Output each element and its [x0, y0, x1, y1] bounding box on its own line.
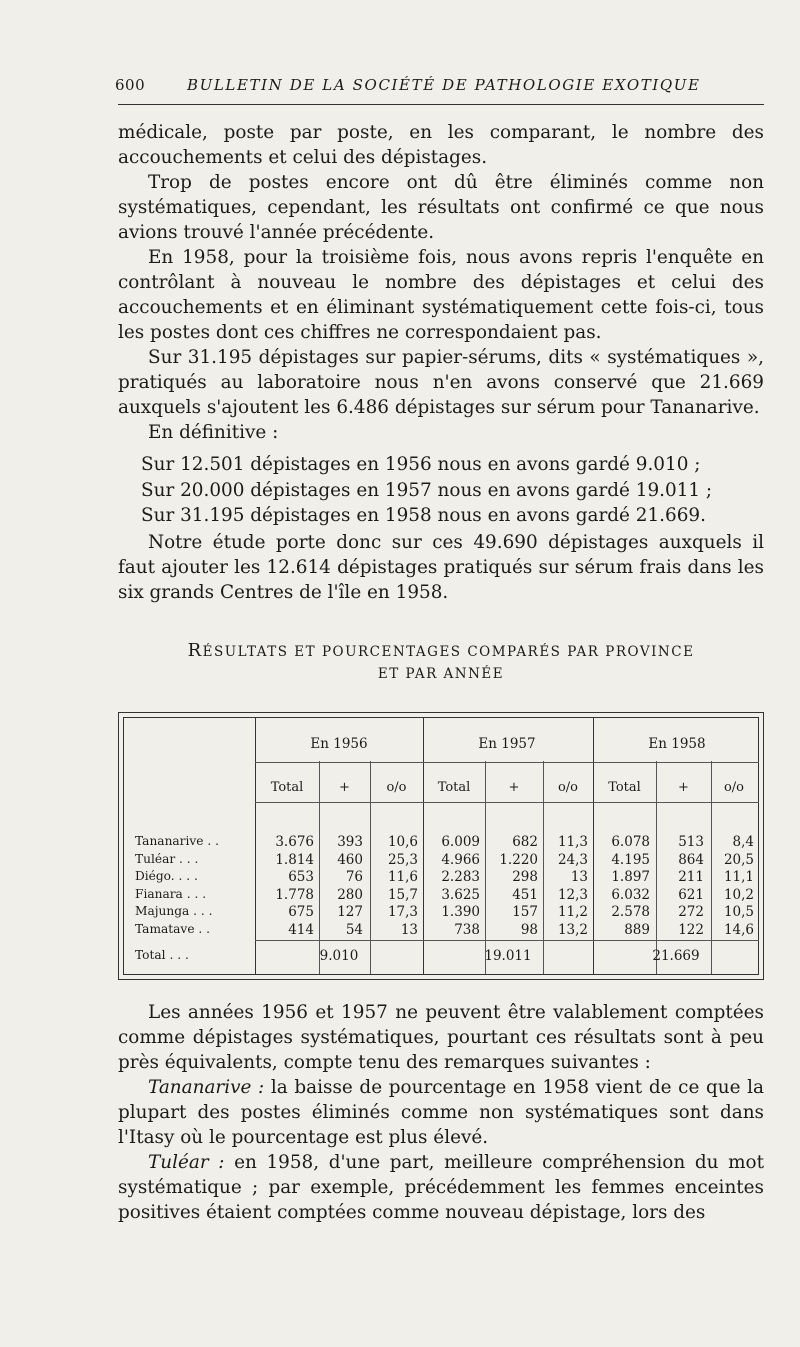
table-cell: 1.778	[275, 886, 314, 903]
table-cell: 98	[520, 921, 538, 938]
col-header-positive: +	[508, 780, 520, 795]
table-cell: 460	[337, 851, 363, 868]
table-cell: 621	[678, 886, 704, 903]
retained-screenings-list	[141, 452, 712, 529]
table-cell: 675	[288, 904, 314, 920]
total-label: Total . . .	[135, 948, 189, 962]
table-caption-line-2: ET PAR ANNÉE	[377, 666, 505, 682]
table-cell: 13,2	[557, 921, 588, 938]
table-cell: 1.220	[499, 851, 538, 868]
table-cell: 414	[288, 921, 314, 938]
year-header-rule	[255, 762, 759, 763]
paragraph-9-text: en 1958, d'une part, meilleure compréhension du mot systématique ; par exemple, précédemment les femmes enceintes positives étaient comptées comme nouveau dépistage, lors des	[118, 1152, 764, 1223]
year-header-1957: En 1957	[478, 736, 536, 752]
row-label: Tananarive . .	[135, 834, 219, 848]
col-header-positive: +	[339, 780, 350, 795]
col-header-positive: +	[678, 780, 689, 795]
table-cell: 157	[512, 904, 538, 920]
col-header-total: Total	[270, 780, 304, 795]
table-cell: 2.578	[611, 904, 650, 920]
paragraph-8	[118, 1075, 764, 1150]
table-cell: 17,3	[387, 904, 418, 920]
row-label: Fianara . . .	[135, 886, 207, 901]
col-header-percent: o/o	[386, 780, 407, 795]
table-cell: 2.283	[441, 869, 480, 885]
row-label: Tuléar . . .	[135, 851, 199, 866]
running-header	[115, 76, 765, 98]
paragraph-8-lead: Tananarive :	[148, 1077, 265, 1098]
table-cell: 298	[512, 869, 538, 885]
journal-title: BULLETIN DE LA SOCIÉTÉ DE PATHOLOGIE EXOTIQUE	[187, 76, 701, 94]
paragraph-7: Les années 1956 et 1957 ne peuvent être valablement comptées comme dépistages systématiques, pourtant ces résultats sont à peu près équivalents, compte tenu des remarques suivantes :	[118, 1002, 764, 1073]
paragraph-8-text: la baisse de pourcentage en 1958 vient de ce que la plupart des postes éliminés comme non systématiques sont dans l'Itasy où le pourcentage est plus élevé.	[118, 1077, 764, 1148]
table-cell: 1.390	[441, 904, 480, 920]
paragraph-6: Notre étude porte donc sur ces 49.690 dépistages auxquels il faut ajouter les 12.614 dépistages pratiqués sur sérum frais dans les six grands Centres de l'île en 1958.	[118, 532, 764, 603]
table-caption	[118, 640, 764, 661]
table-cell: 889	[624, 921, 650, 938]
paragraph-5: En définitive :	[148, 422, 279, 443]
table-cell: 12,3	[557, 886, 588, 903]
col-header-percent: o/o	[723, 780, 745, 795]
total-1956: 9.010	[319, 948, 359, 964]
table-cell: 3.625	[441, 886, 480, 903]
table-cell: 4.195	[611, 851, 650, 868]
column-header-rule	[255, 802, 759, 803]
table-cell: 1.814	[275, 851, 314, 868]
table-cell: 127	[337, 904, 363, 920]
paragraph-3: En 1958, pour la troisième fois, nous avons repris l'enquête en contrôlant à nouveau le nombre des dépistages et celui des accouchements et en éliminant systématiquement cette fois-ci, tous les postes dont ces chiffres ne correspondaient pas.	[118, 247, 764, 343]
table-cell: 738	[454, 921, 480, 938]
table-caption-line-1: ÉSULTATS ET POURCENTAGES COMPARÉS PAR PROVINCE	[202, 644, 695, 660]
list-item: Sur 20.000 dépistages en 1957 nous en avons gardé 19.011 ;	[141, 479, 713, 501]
row-label: Tamatave . .	[135, 921, 211, 936]
table-cell: 211	[678, 869, 704, 885]
total-rule	[255, 940, 759, 941]
header-rule	[118, 104, 764, 105]
paragraph-9	[118, 1150, 764, 1225]
table-cell: 3.676	[275, 834, 314, 850]
list-item: Sur 31.195 dépistages en 1958 nous en avons gardé 21.669.	[141, 505, 706, 526]
table-cell: 272	[678, 904, 704, 920]
total-1957: 19.011	[484, 948, 532, 964]
year-header-1956: En 1956	[310, 736, 368, 752]
table-cell: 11,6	[387, 869, 418, 885]
col-header-total: Total	[437, 780, 471, 795]
table-cell: 10,2	[723, 886, 754, 903]
paragraph-9-lead: Tuléar :	[148, 1152, 225, 1173]
table-cell: 25,3	[387, 851, 418, 868]
table-cell: 13	[570, 869, 588, 885]
row-label: Majunga . . .	[135, 904, 213, 918]
paragraph-4: Sur 31.195 dépistages sur papier-sérums, dits « systématiques », pratiqués au laboratoire nous n'en avons conservé que 21.669 auxquels s'ajoutent les 6.486 dépistages sur sérum pour Tananarive.	[118, 347, 764, 418]
table-cell: 1.897	[611, 869, 650, 885]
table-cell: 20,5	[723, 851, 754, 868]
col-header-percent: o/o	[557, 780, 579, 795]
table-cell: 76	[345, 869, 363, 885]
page-number: 600	[115, 76, 146, 94]
table-cell: 6.078	[611, 834, 650, 850]
table-cell: 11,3	[557, 834, 588, 850]
year-header-1958: En 1958	[648, 736, 706, 752]
table-cell: 513	[678, 834, 704, 850]
table-cell: 14,6	[723, 921, 754, 938]
table-cell: 864	[678, 851, 704, 868]
total-1958: 21.669	[652, 948, 700, 964]
results-table	[118, 712, 764, 982]
table-cell: 6.009	[441, 834, 480, 850]
table-cell: 8,4	[732, 834, 754, 850]
paragraph-2: Trop de postes encore ont dû être éliminés comme non systématiques, cependant, les résultats ont confirmé ce que nous avions trouvé l'année précédente.	[118, 172, 764, 243]
table-cell: 393	[337, 834, 363, 850]
table-cell: 6.032	[611, 886, 650, 903]
table-cell: 682	[512, 834, 538, 850]
table-cell: 15,7	[387, 886, 418, 903]
table-cell: 451	[512, 886, 538, 903]
table-cell: 653	[288, 869, 314, 885]
list-item: Sur 12.501 dépistages en 1956 nous en avons gardé 9.010 ;	[141, 454, 701, 475]
table-cell: 122	[678, 921, 704, 938]
table-cell: 280	[337, 886, 363, 903]
table-cell: 4.966	[441, 851, 480, 868]
table-cell: 10,5	[723, 904, 754, 920]
table-cell: 11,2	[557, 904, 588, 920]
table-cell: 54	[345, 921, 363, 938]
table-cell: 10,6	[387, 834, 418, 850]
table-cell: 13	[400, 921, 418, 938]
paragraph-1: médicale, poste par poste, en les comparant, le nombre des accouchements et celui des dépistages.	[118, 122, 764, 168]
table-cell: 11,1	[723, 869, 754, 885]
table-cell: 24,3	[557, 851, 588, 868]
table-caption-initial: R	[187, 640, 203, 661]
col-header-total: Total	[608, 780, 641, 795]
row-label: Diégo. . . .	[135, 869, 198, 883]
